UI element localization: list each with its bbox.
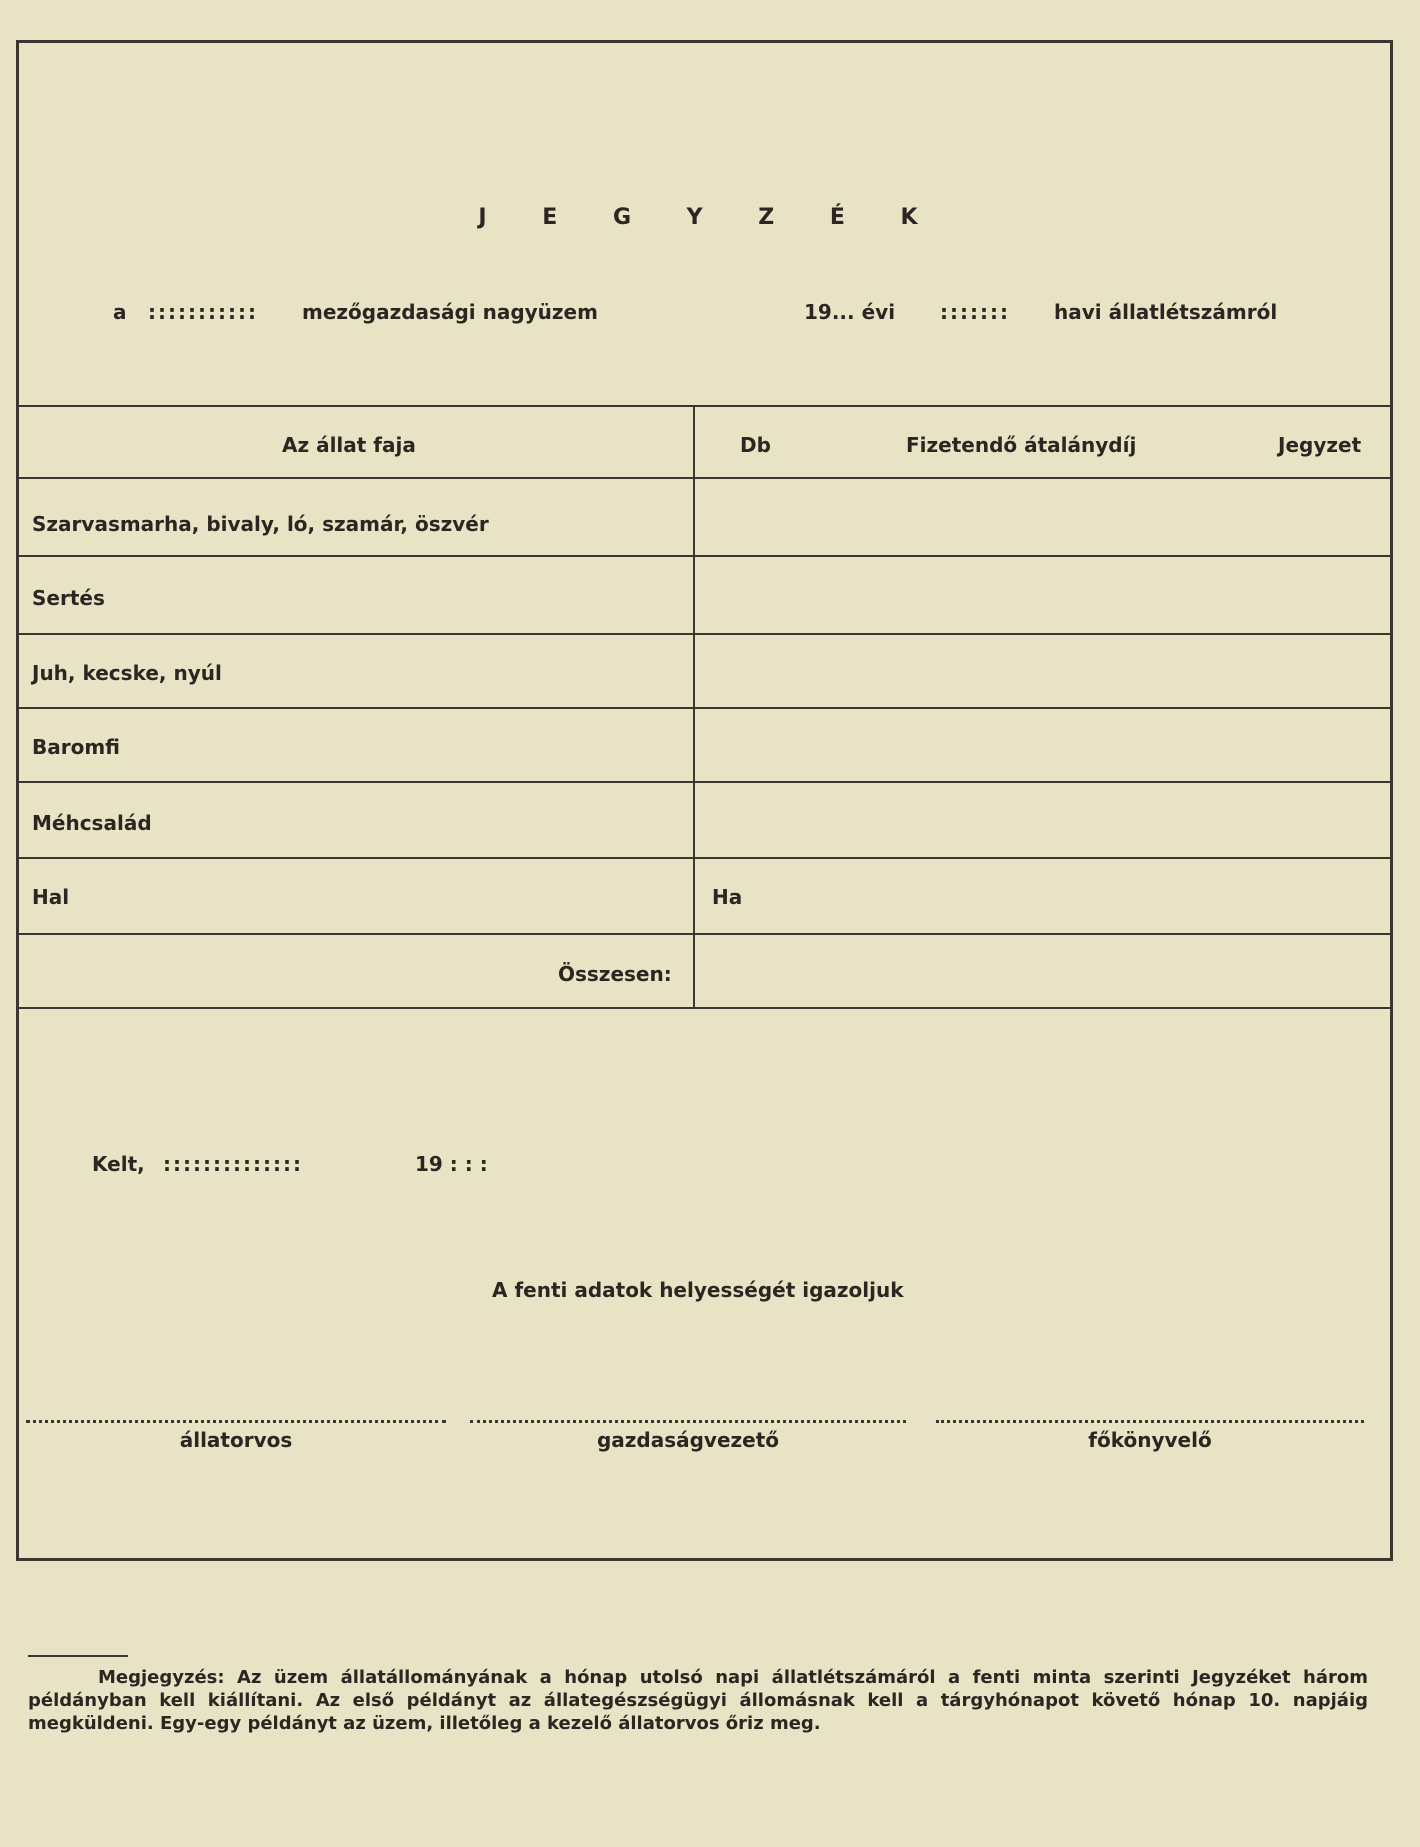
kelt-year: 19 : : : [415,1152,488,1176]
row-label-bees: Méhcsalád [32,811,152,835]
footnote-rule [28,1655,128,1657]
row-rule [18,857,1390,859]
row-rule [18,555,1390,557]
kelt-place-blank: :::::::::::::: [163,1152,303,1176]
line-suffix: havi állatlétszámról [1054,300,1278,324]
signature-line-vet [26,1420,446,1423]
row-rule [18,781,1390,783]
header-fee: Fizetendő átalánydíj [906,433,1137,457]
row-rule [18,933,1390,935]
row-rule [18,707,1390,709]
row-label-poultry: Baromfi [32,735,121,759]
line-middle: mezőgazdasági nagyüzem [302,300,598,324]
header-bottom-rule [18,477,1390,479]
header-species: Az állat faja [282,433,416,457]
month-blank: ::::::: [940,300,1010,324]
row-label-cattle: Szarvasmarha, bivaly, ló, szamár, öszvér [32,512,489,536]
signature-label-manager: gazdaságvezető [596,1428,780,1452]
row-rule [18,633,1390,635]
form-frame [16,40,1393,1561]
kelt-label: Kelt, [92,1152,145,1176]
signature-line-manager [470,1420,906,1423]
signature-line-accountant [936,1420,1364,1423]
header-db: Db [740,433,771,457]
row-label-pig: Sertés [32,586,105,610]
form-title: J E G Y Z É K [478,205,942,230]
signature-label-vet: állatorvos [179,1428,293,1452]
footnote [28,1666,1368,1735]
table-top-rule [18,405,1390,407]
column-divider [693,405,695,1007]
line-prefix: a [113,300,127,324]
row-label-sheep: Juh, kecske, nyúl [32,661,222,685]
footnote-text: Megjegyzés: Az üzem állatállományának a hónap utolsó napi állatlétszámáról a fenti minta szerinti Jegyzéket három példányban kell kiállítani. Az első példányt az állategészségügyi állomásnak kell a tárgyhónapot követő hónap 10. napjáig megküldeni. Egy-egy példányt az üzem, illetőleg a kezelő állatorvos őriz meg. [28,1667,1368,1734]
certify-text: A fenti adatok helyességét igazoljuk [492,1278,904,1302]
total-label: Összesen: [558,962,672,986]
header-note: Jegyzet [1278,433,1362,457]
farm-name-blank: ::::::::::: [148,300,258,324]
fish-unit: Ha [712,885,743,909]
line-year: 19... évi [804,300,896,324]
signature-label-accountant: főkönyvelő [1088,1428,1212,1452]
table-bottom-rule [18,1007,1390,1009]
row-label-fish: Hal [32,885,70,909]
